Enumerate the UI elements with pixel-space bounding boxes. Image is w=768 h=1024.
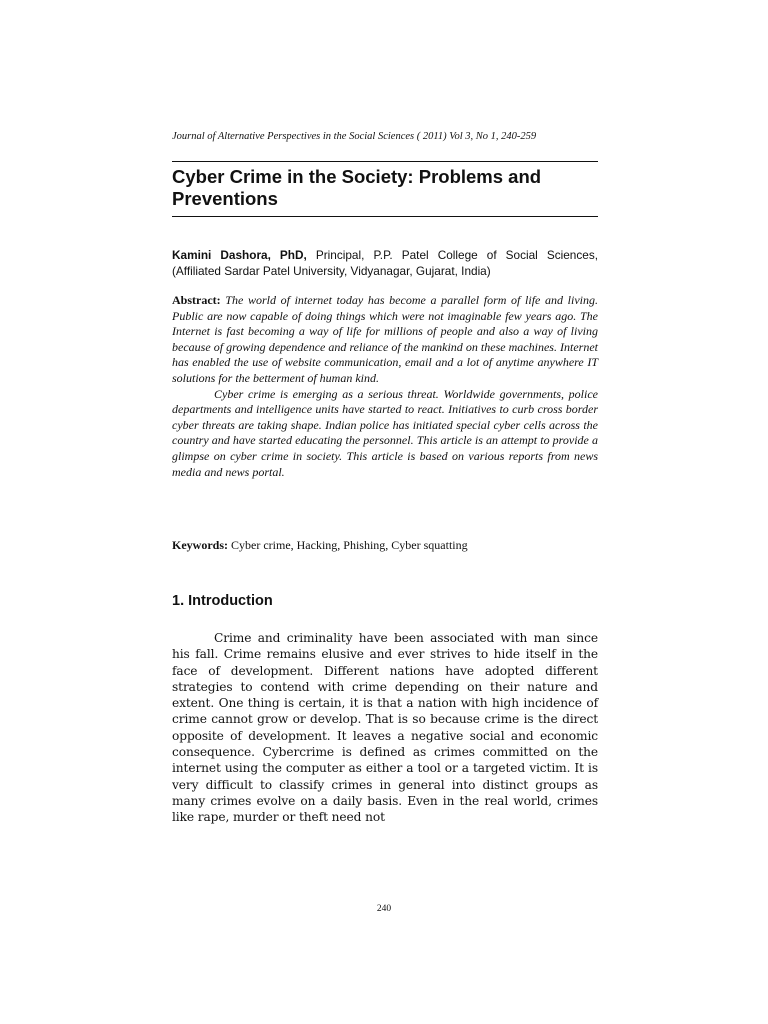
abstract-section [172,293,598,480]
title-bottom-rule [172,216,598,217]
title-top-rule [172,161,598,162]
abstract-label: Abstract: [172,293,221,307]
page-number: 240 [376,904,392,914]
article-title: Cyber Crime in the Society: Problems and Preventions [172,166,542,209]
journal-citation: Journal of Alternative Perspectives in the Social Sciences ( 2011) Vol 3, No 1, 240-259 [172,131,537,142]
abstract-text-1: The world of internet today has become a parallel form of life and living. Public are now capable of doing things which were not imaginable few years ago. The Internet is fast becoming a way of life for millions of people and also a way of living because of growing dependence and reliance of the mankind on these machines. Internet has enabled the use of website communication, email and a lot of anytime anywhere IT solutions for the betterment of human kind. [172,293,598,385]
abstract-paragraph-1 [172,293,598,387]
author-name: Kamini Dashora, PhD, [172,248,307,262]
introduction-heading: 1. Introduction [172,593,273,609]
introduction-paragraph: Crime and criminality have been associated with man since his fall. Crime remains elusive and ever strives to hide itself in the face of development. Different nations have adopted different strategies to contend with crime depending on their nature and extent. One thing is certain, it is that a nation with high incidence of crime cannot grow or develop. That is so because crime is the direct opposite of development. It leaves a negative social and economic consequence. Cybercrime is defined as crimes committed on the internet using the computer as either a tool or a targeted victim. It is very difficult to classify crimes in general into distinct groups as many crimes evolve on a daily basis. Even in the real world, crimes like rape, murder or theft need not [172,631,598,825]
keywords-label: Keywords: [172,538,228,552]
keywords-line [172,537,598,553]
abstract-paragraph-2: Cyber crime is emerging as a serious threat. Worldwide governments, police departments and intelligence units have started to react. Initiatives to curb cross border cyber threats are taking shape. Indian police has initiated special cyber cells across the country and have started educating the personnel. This article is an attempt to provide a glimpse on cyber crime in society. This article is based on various reports from news media and news portal. [172,386,598,479]
author-block [172,247,598,279]
author-affiliation: Principal, P.P. Patel College of Social Sciences, (Affiliated Sardar Patel University, Vidyanagar, Gujarat, India) [172,248,598,278]
keywords-text: Cyber crime, Hacking, Phishing, Cyber squatting [228,538,468,552]
